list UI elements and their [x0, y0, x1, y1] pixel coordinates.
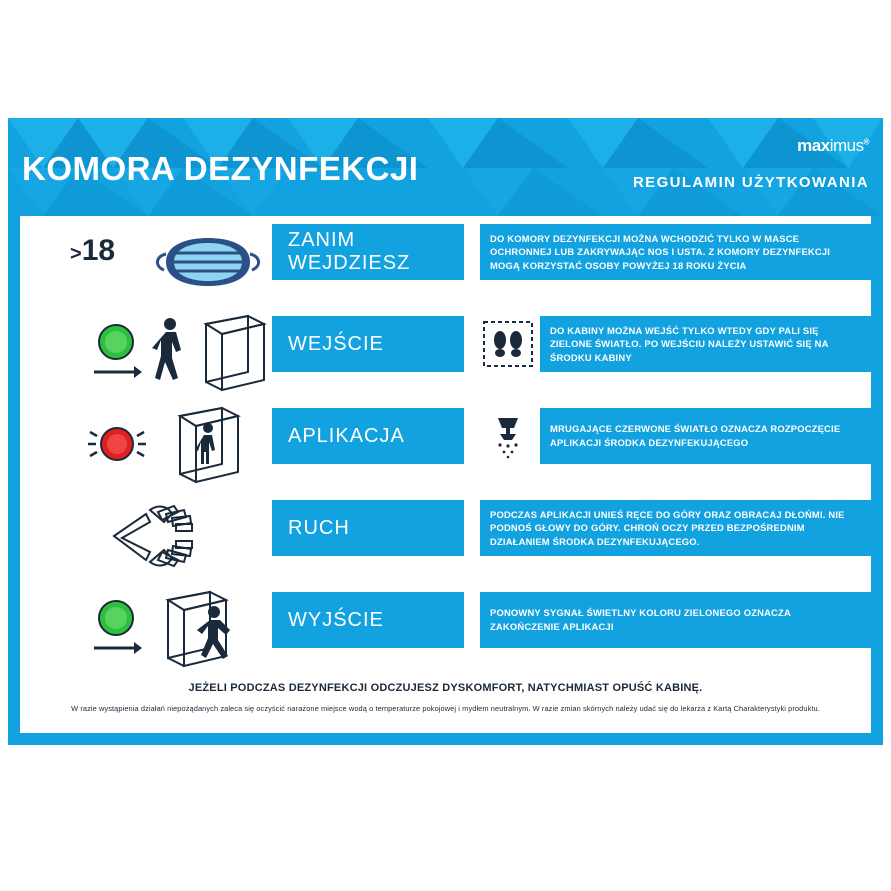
poster-header	[8, 118, 883, 216]
poster-title: KOMORA DEZYNFEKCJI	[22, 150, 419, 187]
instruction-row	[20, 500, 871, 574]
row-text: PODCZAS APLIKACJI UNIEŚ RĘCE DO GÓRY ORAZ OBRACAJ DŁOŃMI. NIE PODNOŚ GŁOWY DO GÓRY. CHROŃ OCZY PRZED BEZPOŚREDNIM DZIAŁANIEM ŚRODKA DEZYNFEKUJĄCEGO.	[480, 500, 871, 556]
instruction-row	[20, 224, 871, 298]
age-18-label: >18	[70, 234, 116, 267]
poster-subtitle: REGULAMIN UŻYTKOWANIA	[632, 174, 869, 191]
instruction-rows	[20, 216, 871, 733]
footprints-icon	[482, 320, 534, 368]
instruction-row	[20, 592, 871, 666]
row-icon-cell	[60, 500, 280, 574]
row-text: PONOWNY SYGNAŁ ŚWIETLNY KOLORU ZIELONEGO OZNACZA ZAKOŃCZENIE APLIKACJI	[480, 592, 871, 648]
logo-imus: imus	[829, 136, 864, 155]
spray-nozzle-icon	[482, 412, 534, 460]
person-in-cabin-icon	[160, 402, 260, 486]
row-icon-cell	[60, 408, 280, 482]
footer-note: W razie wystąpienia działań niepożądanych zaleca się oczyścić narażone miejsce wodą o temperaturze pokojowej i mydłem neutralnym. W razie zmian skórnych należy udać się do lekarza z Kartą Charakterystyki produktu.	[71, 704, 820, 713]
instruction-row	[20, 408, 871, 482]
row-label: WYJŚCIE	[272, 592, 464, 648]
rotating-hands-icon	[106, 500, 246, 574]
footer-warning: JEŻELI PODCZAS DEZYNFEKCJI ODCZUJESZ DYSKOMFORT, NATYCHMIAST OPUŚĆ KABINĘ.	[188, 682, 703, 694]
logo-max: max	[797, 136, 830, 155]
person-entering-cabin-icon	[148, 310, 268, 394]
instruction-row	[20, 316, 871, 390]
green-light-icon	[90, 596, 142, 660]
flashing-red-light-icon	[86, 416, 148, 472]
green-light-icon	[90, 320, 142, 384]
person-exiting-cabin-icon	[152, 586, 262, 670]
maximus-logo	[797, 136, 869, 156]
face-mask-icon	[150, 232, 266, 292]
row-text: MRUGAJĄCE CZERWONE ŚWIATŁO OZNACZA ROZPOCZĘCIE APLIKACJI ŚRODKA DEZYNFEKUJĄCEGO	[540, 408, 871, 464]
row-label: APLIKACJA	[272, 408, 464, 464]
row-icon-cell	[60, 316, 280, 390]
poster-body	[20, 216, 871, 733]
row-icon-cell	[60, 592, 280, 666]
row-text: DO KABINY MOŻNA WEJŚĆ TYLKO WTEDY GDY PALI SIĘ ZIELONE ŚWIATŁO. PO WEJŚCIU NALEŻY USTAWIĆ SIĘ NA ŚRODKU KABINY	[540, 316, 871, 372]
row-icon-cell	[60, 224, 280, 298]
row-label: WEJŚCIE	[272, 316, 464, 372]
row-text: DO KOMORY DEZYNFEKCJI MOŻNA WCHODZIĆ TYLKO W MASCE OCHRONNEJ LUB ZAKRYWAJĄC NOS I USTA. Z KOMORY DEZYNFEKCJI MOGĄ KORZYSTAĆ OSOBY POWYŻEJ 18 ROKU ŻYCIA	[480, 224, 871, 280]
logo-registered-icon: ®	[863, 137, 869, 147]
row-label: ZANIM WEJDZIESZ	[272, 224, 464, 280]
poster-frame	[8, 118, 883, 745]
row-label: RUCH	[272, 500, 464, 556]
poster	[0, 118, 891, 745]
